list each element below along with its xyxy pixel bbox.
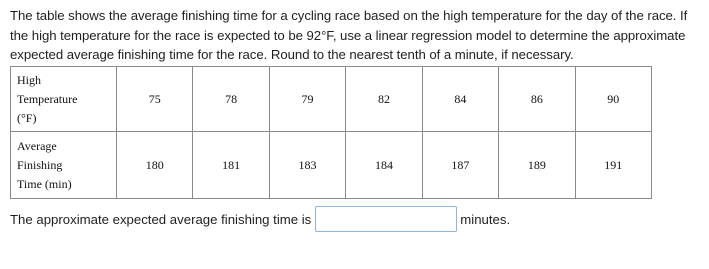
finishing-time-cell: 184 [346,132,422,199]
finishing-time-cell: 189 [499,132,575,199]
finishing-time-cell: 183 [269,132,345,199]
data-table [10,66,652,199]
temperature-cell: 84 [422,67,498,132]
temperature-cell: 78 [193,67,269,132]
answer-input[interactable] [315,206,457,232]
answer-suffix: minutes. [460,211,511,227]
temperature-cell: 75 [117,67,193,132]
temperature-row-header: High Temperature (°F) [11,67,117,132]
finishing-time-cell: 191 [575,132,651,199]
answer-line [10,206,510,232]
question-text: The table shows the average finishing time for a cycling race based on the high temperature for the day of the race. If the high temperature for the race is expected to be 92°F, use a linear regression model to determine the approximate expected average finishing time for the race. Round to the nearest tenth of a minute, if necessary. [10,8,688,62]
finishing-time-row-header: Average Finishing Time (min) [11,132,117,199]
finishing-time-cell: 181 [193,132,269,199]
finishing-time-cell: 187 [422,132,498,199]
answer-prefix: The approximate expected average finishing time is [10,211,312,227]
temperature-cell: 86 [499,67,575,132]
temperature-cell: 82 [346,67,422,132]
temperature-cell: 79 [269,67,345,132]
finishing-time-row [11,132,652,199]
temperature-cell: 90 [575,67,651,132]
temperature-row [11,67,652,132]
finishing-time-cell: 180 [117,132,193,199]
